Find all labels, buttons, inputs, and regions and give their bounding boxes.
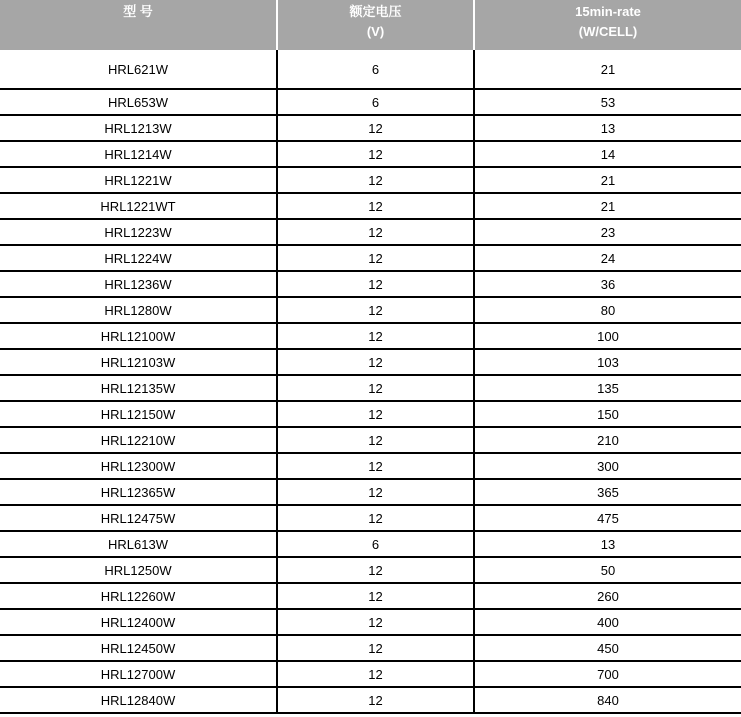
table-row <box>0 115 741 141</box>
cell-voltage: 6 <box>277 50 474 89</box>
cell-model: HRL1236W <box>0 271 277 297</box>
cell-voltage: 12 <box>277 401 474 427</box>
cell-rate: 21 <box>474 167 741 193</box>
cell-rate: 14 <box>474 141 741 167</box>
cell-model: HRL1214W <box>0 141 277 167</box>
header-model-label: 型 号 <box>123 4 153 19</box>
table-row <box>0 583 741 609</box>
cell-rate: 450 <box>474 635 741 661</box>
cell-rate: 13 <box>474 115 741 141</box>
cell-voltage: 12 <box>277 141 474 167</box>
cell-model: HRL1224W <box>0 245 277 271</box>
cell-rate: 260 <box>474 583 741 609</box>
table-row <box>0 427 741 453</box>
cell-voltage: 12 <box>277 219 474 245</box>
header-rate-label: 15min-rate <box>575 4 641 19</box>
cell-rate: 13 <box>474 531 741 557</box>
cell-rate: 21 <box>474 193 741 219</box>
cell-voltage: 12 <box>277 167 474 193</box>
cell-voltage: 12 <box>277 375 474 401</box>
table-row <box>0 453 741 479</box>
cell-model: HRL12103W <box>0 349 277 375</box>
table-row <box>0 531 741 557</box>
cell-voltage: 12 <box>277 635 474 661</box>
cell-voltage: 12 <box>277 687 474 713</box>
table-row <box>0 50 741 89</box>
cell-voltage: 12 <box>277 609 474 635</box>
cell-model: HRL1223W <box>0 219 277 245</box>
table-row <box>0 193 741 219</box>
table-row <box>0 271 741 297</box>
table-row <box>0 141 741 167</box>
cell-rate: 80 <box>474 297 741 323</box>
cell-model: HRL12840W <box>0 687 277 713</box>
cell-rate: 23 <box>474 219 741 245</box>
cell-model: HRL613W <box>0 531 277 557</box>
cell-model: HRL12475W <box>0 505 277 531</box>
cell-model: HRL1221W <box>0 167 277 193</box>
cell-rate: 53 <box>474 89 741 115</box>
cell-voltage: 12 <box>277 661 474 687</box>
cell-voltage: 12 <box>277 323 474 349</box>
table-row <box>0 401 741 427</box>
cell-rate: 36 <box>474 271 741 297</box>
cell-rate: 24 <box>474 245 741 271</box>
cell-model: HRL12700W <box>0 661 277 687</box>
cell-voltage: 12 <box>277 583 474 609</box>
table-row <box>0 349 741 375</box>
cell-model: HRL12260W <box>0 583 277 609</box>
cell-voltage: 12 <box>277 505 474 531</box>
header-voltage-label: 额定电压 <box>349 4 402 19</box>
cell-model: HRL12210W <box>0 427 277 453</box>
cell-model: HRL1280W <box>0 297 277 323</box>
cell-voltage: 12 <box>277 271 474 297</box>
cell-voltage: 12 <box>277 427 474 453</box>
cell-rate: 400 <box>474 609 741 635</box>
header-row <box>0 0 741 50</box>
table-row <box>0 635 741 661</box>
cell-voltage: 6 <box>277 531 474 557</box>
table-row <box>0 245 741 271</box>
cell-voltage: 12 <box>277 297 474 323</box>
cell-model: HRL1221WT <box>0 193 277 219</box>
cell-rate: 150 <box>474 401 741 427</box>
cell-model: HRL12400W <box>0 609 277 635</box>
cell-rate: 21 <box>474 50 741 89</box>
cell-rate: 100 <box>474 323 741 349</box>
table-row <box>0 219 741 245</box>
cell-voltage: 12 <box>277 453 474 479</box>
header-rate-unit: (W/CELL) <box>578 24 638 39</box>
cell-voltage: 12 <box>277 115 474 141</box>
cell-rate: 700 <box>474 661 741 687</box>
cell-rate: 135 <box>474 375 741 401</box>
cell-voltage: 12 <box>277 245 474 271</box>
cell-rate: 475 <box>474 505 741 531</box>
header-voltage <box>277 0 474 50</box>
header-model <box>0 0 277 50</box>
cell-voltage: 12 <box>277 479 474 505</box>
cell-rate: 210 <box>474 427 741 453</box>
table-body <box>0 50 741 713</box>
cell-rate: 840 <box>474 687 741 713</box>
table-row <box>0 661 741 687</box>
cell-voltage: 6 <box>277 89 474 115</box>
table-header <box>0 0 741 50</box>
table-row <box>0 375 741 401</box>
cell-voltage: 12 <box>277 557 474 583</box>
cell-model: HRL12365W <box>0 479 277 505</box>
cell-voltage: 12 <box>277 193 474 219</box>
table-row <box>0 687 741 713</box>
cell-model: HRL12450W <box>0 635 277 661</box>
cell-model: HRL1213W <box>0 115 277 141</box>
table-row <box>0 505 741 531</box>
cell-rate: 365 <box>474 479 741 505</box>
table-row <box>0 297 741 323</box>
table-row <box>0 167 741 193</box>
table-row <box>0 609 741 635</box>
table-row <box>0 323 741 349</box>
cell-model: HRL653W <box>0 89 277 115</box>
table-row <box>0 89 741 115</box>
cell-model: HRL621W <box>0 50 277 89</box>
cell-model: HRL12135W <box>0 375 277 401</box>
header-rate <box>474 0 741 50</box>
header-voltage-unit: (V) <box>366 24 385 39</box>
cell-model: HRL12150W <box>0 401 277 427</box>
cell-model: HRL1250W <box>0 557 277 583</box>
cell-rate: 103 <box>474 349 741 375</box>
cell-model: HRL12100W <box>0 323 277 349</box>
cell-voltage: 12 <box>277 349 474 375</box>
cell-rate: 50 <box>474 557 741 583</box>
table-row <box>0 479 741 505</box>
table-row <box>0 557 741 583</box>
cell-rate: 300 <box>474 453 741 479</box>
cell-model: HRL12300W <box>0 453 277 479</box>
